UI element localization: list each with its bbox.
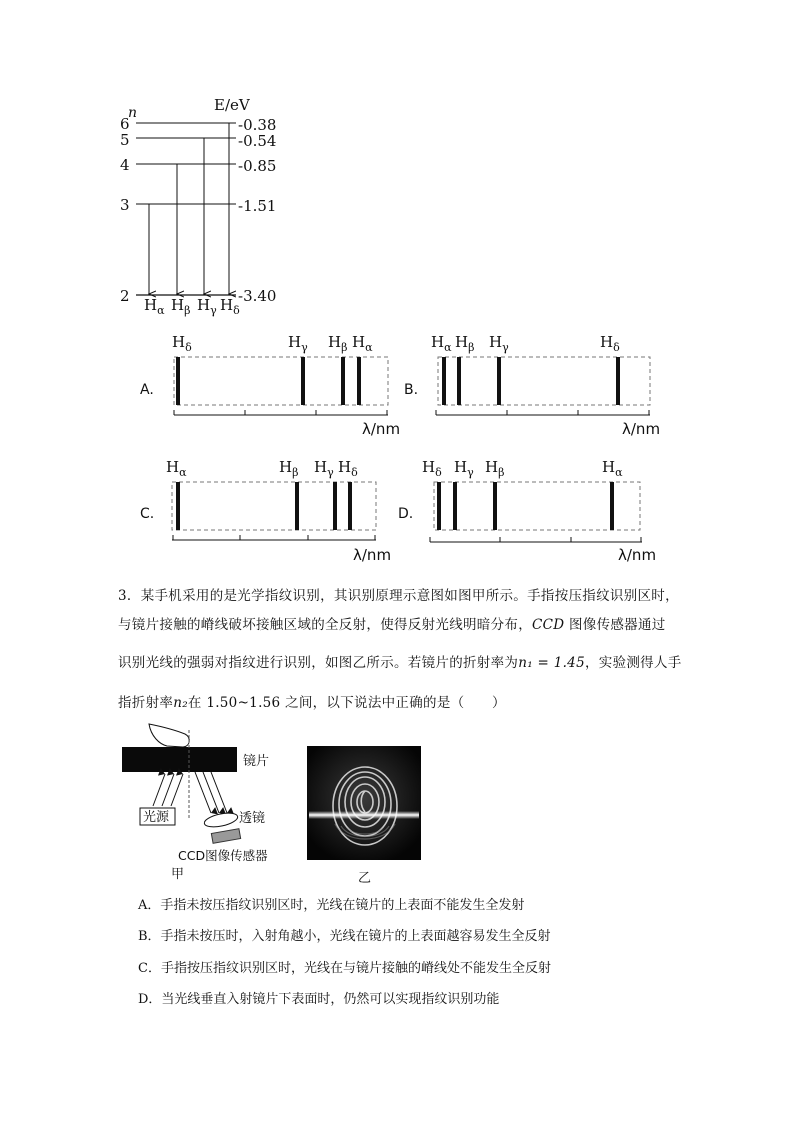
spectrum-option-a: [130, 330, 400, 440]
reflected-ray: [203, 772, 219, 813]
convex-lens-label: 透镜: [239, 811, 266, 826]
figure-yi: [305, 744, 425, 889]
figure-yi-caption: 乙: [358, 871, 372, 886]
spectral-line-delta: [437, 482, 441, 530]
line-label-alpha: $H_\alpha$: [431, 333, 452, 354]
spectrum-option-c: [130, 455, 400, 565]
level-e-5: -0.54: [238, 132, 277, 150]
spectrum-option-b: [398, 330, 668, 440]
question-line-3: [118, 651, 682, 671]
line-label-beta: $H_\beta$: [485, 458, 505, 479]
incident-ray: [162, 774, 174, 806]
scan-light-bar: [309, 811, 419, 819]
option-b-label: B.: [404, 382, 419, 398]
level-n-2: 2: [120, 287, 130, 305]
level-n-6: 6: [120, 115, 130, 133]
lens-plate-label: 镜片: [243, 754, 270, 769]
spectral-line-alpha: [176, 482, 180, 530]
line-label-alpha: $H_\alpha$: [352, 333, 373, 354]
question-line-3-a: 识别光线的强弱对指纹进行识别，如图乙所示。若镜片的折射率为: [118, 655, 519, 671]
energy-level-diagram: [100, 90, 320, 320]
spectral-line-beta: [457, 357, 461, 405]
question-line-3-b: ，实验测得人手: [584, 655, 682, 671]
level-n-4: 4: [120, 156, 130, 174]
axis-label-lambda: λ/nm: [618, 546, 657, 564]
question-line-2-a: 与镜片接触的嵴线破坏接触区域的全反射，使得反射光线明暗分布，: [118, 617, 532, 633]
n1-equation: n₁ = 1.45: [518, 655, 585, 671]
figure-jia-caption: 甲: [171, 867, 185, 882]
sensor-label: CCD图像传感器: [178, 848, 268, 863]
axis-label-lambda: λ/nm: [622, 420, 661, 438]
option-d-text: D．当光线垂直入射镜片下表面时，仍然可以实现指纹识别功能: [138, 992, 500, 1007]
line-label-alpha: $H_\alpha$: [166, 458, 187, 479]
level-e-4: -0.85: [238, 157, 277, 175]
figure-jia: [115, 720, 305, 890]
spectrum-box: [172, 482, 376, 530]
finger-icon: [149, 724, 189, 747]
question-line-1: 3．某手机采用的是光学指纹识别，其识别原理示意图如图甲所示。手指按压指纹识别区时，: [118, 588, 679, 604]
line-label-beta: $H_\beta$: [455, 333, 475, 354]
spectral-line-beta: [341, 357, 345, 405]
option-d-label: D.: [398, 506, 414, 522]
line-label-alpha: $H_\alpha$: [602, 458, 623, 479]
spectral-line-gamma: [453, 482, 457, 530]
ccd-sensor-icon: [211, 829, 240, 844]
line-label-delta: $H_\delta$: [338, 458, 358, 479]
spectral-line-delta: [176, 357, 180, 405]
n-axis-label: n: [128, 105, 138, 121]
question-line-2-b: 图像传感器通过: [564, 617, 666, 633]
line-label-delta: $H_\delta$: [172, 333, 192, 354]
spectrum-option-d: [392, 455, 664, 565]
line-label-gamma: $H_\gamma$: [454, 458, 474, 479]
spectral-line-alpha: [442, 357, 446, 405]
level-n-5: 5: [120, 131, 130, 149]
reflected-ray: [195, 772, 211, 813]
transition-label-beta: $H_\beta$: [171, 296, 191, 317]
spectral-line-beta: [493, 482, 497, 530]
spectral-line-gamma: [333, 482, 337, 530]
transition-label-gamma: $H_\gamma$: [197, 296, 217, 317]
question-line-4-a: 指折射率: [118, 695, 174, 711]
spectral-line-gamma: [497, 357, 501, 405]
spectral-line-beta: [295, 482, 299, 530]
fingerprint-scan-image: [307, 746, 421, 860]
spectral-line-alpha: [357, 357, 361, 405]
level-e-6: -0.38: [238, 116, 277, 134]
n2-variable: n₂: [173, 695, 188, 711]
spectrum-box: [174, 357, 388, 405]
e-axis-label: E/eV: [214, 96, 250, 114]
level-e-3: -1.51: [238, 197, 277, 215]
line-label-gamma: $H_\gamma$: [314, 458, 334, 479]
line-label-gamma: $H_\gamma$: [288, 333, 308, 354]
spectral-line-alpha: [610, 482, 614, 530]
ccd-term: CCD: [532, 617, 565, 633]
level-n-3: 3: [120, 196, 130, 214]
lens-plate: [122, 747, 237, 772]
convex-lens-icon: [203, 811, 239, 830]
question-line-2: [118, 613, 666, 633]
line-label-gamma: $H_\gamma$: [489, 333, 509, 354]
light-source-label: 光源: [143, 810, 170, 825]
spectrum-box: [434, 482, 640, 530]
transition-label-delta: $H_\delta$: [220, 296, 240, 317]
question-line-4: [118, 691, 506, 711]
level-e-2: -3.40: [238, 287, 277, 305]
reflected-ray: [211, 772, 227, 813]
question-line-4-b: 在 1.50~1.56 之间，以下说法中正确的是（ ）: [187, 695, 506, 711]
option-a-label: A.: [140, 382, 154, 398]
line-label-delta: $H_\delta$: [600, 333, 620, 354]
transition-label-alpha: $H_\alpha$: [144, 296, 165, 317]
option-c-label: C.: [140, 506, 155, 522]
spectral-line-gamma: [301, 357, 305, 405]
axis-label-lambda: λ/nm: [353, 546, 392, 564]
incident-ray: [153, 774, 165, 806]
line-label-beta: $H_\beta$: [279, 458, 299, 479]
line-label-delta: $H_\delta$: [422, 458, 442, 479]
option-c-text: C．手指按压指纹识别区时，光线在与镜片接触的嵴线处不能发生全反射: [138, 961, 551, 976]
line-label-beta: $H_\beta$: [328, 333, 348, 354]
option-a-text: A．手指未按压指纹识别区时，光线在镜片的上表面不能发生全发射: [138, 898, 525, 913]
spectral-line-delta: [616, 357, 620, 405]
option-b-text: B．手指未按压时，入射角越小，光线在镜片的上表面越容易发生全反射: [138, 929, 551, 944]
spectral-line-delta: [348, 482, 352, 530]
axis-label-lambda: λ/nm: [362, 420, 400, 438]
incident-ray: [171, 774, 183, 806]
